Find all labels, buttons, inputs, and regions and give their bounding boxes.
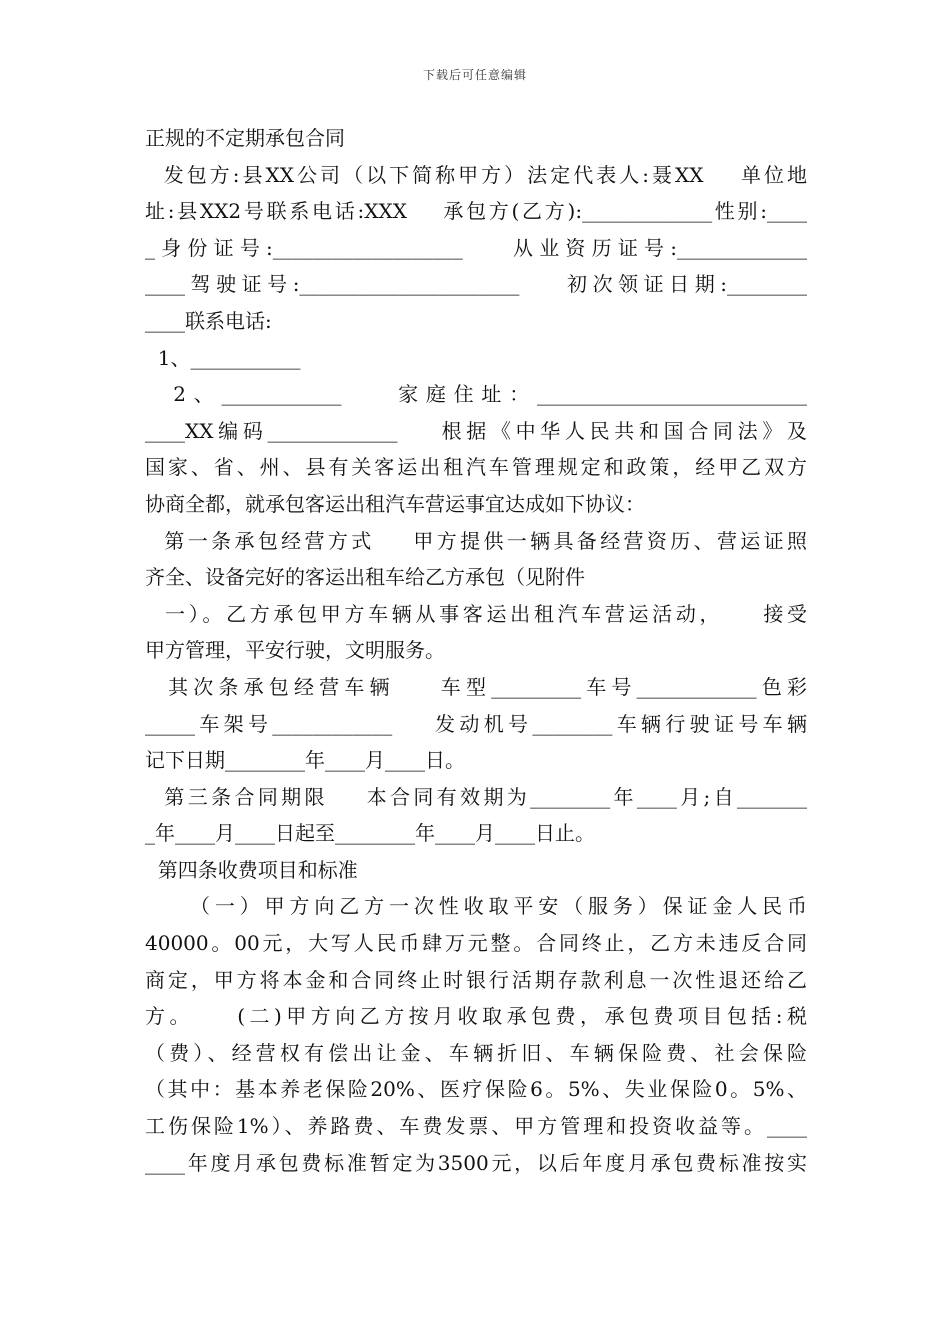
contract-line: 齐全、设备完好的客运出租车给乙方承包（见附件 — [145, 565, 585, 590]
contract-line: 协商全都，就承包客运出租汽车营运事宜达成如下协议： — [145, 491, 645, 516]
contract-line: 记下日期________年____月____日。 — [145, 748, 465, 773]
contract-line: 商定，甲方将本金和合同终止时银行活期存款利息一次性退还给乙 — [145, 967, 807, 992]
contract-line: 第一条承包经营方式 甲方提供一辆具备经营资历、营运证照 — [145, 528, 807, 553]
contract-line: ____联系电话: — [145, 308, 272, 333]
contract-line: 方。 (二)甲方向乙方按月收取承包费，承包费项目包括:税 — [145, 1004, 807, 1029]
contract-line: ____XX编码_____________ 根据《中华人民共和国合同法》及 — [145, 418, 807, 443]
contract-line: 一）。乙方承包甲方车辆从事客运出租汽车营运活动， 接受 — [145, 601, 807, 626]
contract-line: 工伤保险1%）、养路费、车费发票、甲方管理和投资收益等。____ — [145, 1114, 807, 1139]
contract-line: _身份证号:___________________ 从业资历证号:_____________ — [145, 235, 807, 260]
contract-line: （一）甲方向乙方一次性收取平安（服务）保证金人民币 — [145, 894, 807, 919]
contract-line: 发包方:县XX公司（以下简称甲方）法定代表人:聂XX 单位地 — [145, 162, 807, 187]
contract-line: 1、___________ — [145, 345, 301, 370]
contract-line: 甲方管理，平安行驶，文明服务。 — [145, 638, 445, 663]
contract-line: 址:县XX2号联系电话:XXX 承包方(乙方):_____________性别:____ — [145, 199, 807, 224]
contract-line: 第四条收费项目和标准 — [145, 857, 358, 882]
contract-line: （费）、经营权有偿出让金、车辆折旧、车辆保险费、社会保险 — [145, 1040, 807, 1065]
contract-line: 2、____________ 家庭住址：___________________________ — [145, 382, 807, 407]
contract-line: 40000。00元，大写人民币肆万元整。合同终止，乙方未违反合同 — [145, 931, 807, 956]
contract-line: _____车架号____________ 发动机号________车辆行驶证号车辆 — [145, 711, 807, 736]
contract-line: ____驾驶证号:______________________ 初次领证日期:________ — [145, 272, 807, 297]
contract-line: 正规的不定期承包合同 — [145, 126, 345, 150]
contract-line: 其次条承包经营车辆 车型_________车号____________色彩 — [145, 674, 807, 699]
header-note: 下载后可任意编辑 — [422, 68, 527, 82]
contract-line: （其中：基本养老保险20%、医疗保险6。5%、失业保险0。5%、 — [145, 1077, 807, 1102]
contract-body — [145, 120, 807, 1181]
contract-line: _年____月____日起至________年____月____日止。 — [145, 821, 595, 846]
contract-line: ____年度月承包费标准暂定为3500元，以后年度月承包费标准按实 — [145, 1150, 807, 1175]
contract-line: 国家、省、州、县有关客运出租汽车管理规定和政策，经甲乙双方 — [145, 455, 807, 480]
contract-line: 第三条合同期限 本合同有效期为________年____月;自_______ — [145, 784, 807, 809]
